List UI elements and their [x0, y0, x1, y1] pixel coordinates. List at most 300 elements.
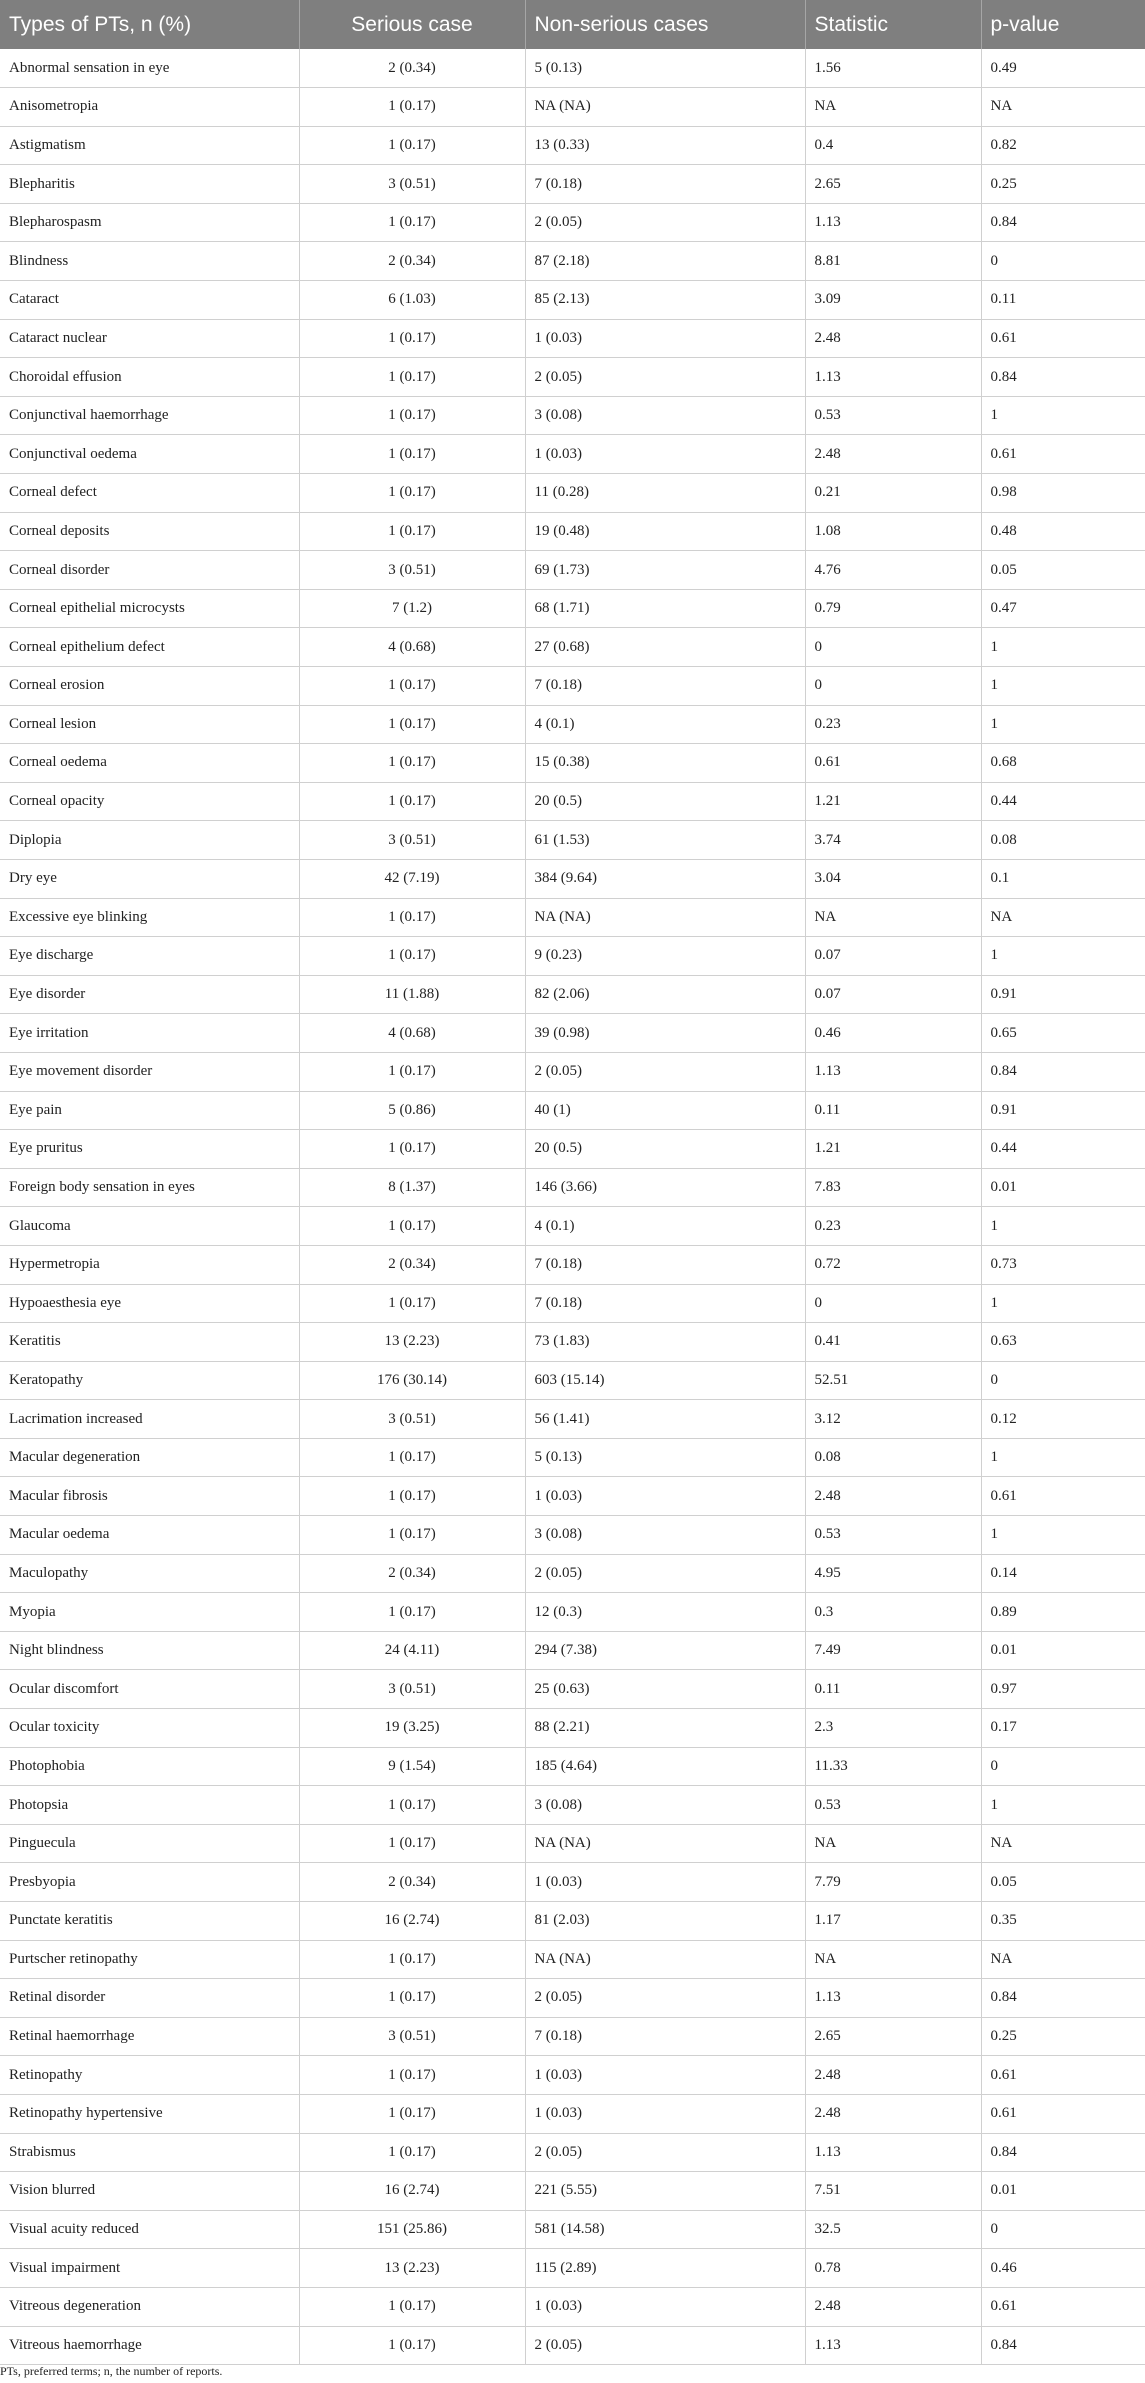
cell-p-value: 1	[981, 1284, 1145, 1323]
cell-statistic: 1.13	[805, 2326, 981, 2365]
cell-p-value: 0.63	[981, 1323, 1145, 1362]
table-footnote: PTs, preferred terms; n, the number of reports.	[0, 2364, 223, 2378]
cell-statistic: NA	[805, 88, 981, 127]
cell-statistic: 2.48	[805, 319, 981, 358]
cell-p-value: 0.01	[981, 1168, 1145, 1207]
cell-non-serious-cases: 581 (14.58)	[525, 2210, 805, 2249]
cell-pt-type: Blepharospasm	[0, 203, 299, 242]
cell-serious-case: 24 (4.11)	[299, 1631, 525, 1670]
cell-pt-type: Retinal haemorrhage	[0, 2017, 299, 2056]
cell-serious-case: 1 (0.17)	[299, 203, 525, 242]
cell-serious-case: 2 (0.34)	[299, 49, 525, 88]
cell-p-value: 0.46	[981, 2249, 1145, 2288]
cell-serious-case: 2 (0.34)	[299, 1554, 525, 1593]
table-row	[0, 782, 1145, 821]
cell-pt-type: Eye irritation	[0, 1014, 299, 1053]
cell-statistic: 2.48	[805, 435, 981, 474]
cell-p-value: 0.97	[981, 1670, 1145, 1709]
cell-p-value: 0.01	[981, 1631, 1145, 1670]
cell-serious-case: 16 (2.74)	[299, 1902, 525, 1941]
cell-p-value: 0	[981, 2210, 1145, 2249]
cell-pt-type: Excessive eye blinking	[0, 898, 299, 937]
table-row	[0, 1709, 1145, 1748]
cell-pt-type: Macular degeneration	[0, 1438, 299, 1477]
cell-serious-case: 1 (0.17)	[299, 1477, 525, 1516]
cell-pt-type: Corneal disorder	[0, 551, 299, 590]
cell-statistic: 3.12	[805, 1400, 981, 1439]
cell-serious-case: 1 (0.17)	[299, 2287, 525, 2326]
table-row	[0, 937, 1145, 976]
cell-statistic: NA	[805, 1824, 981, 1863]
cell-statistic: 2.48	[805, 2287, 981, 2326]
table-row	[0, 1323, 1145, 1362]
table-row	[0, 1902, 1145, 1941]
table-row	[0, 2017, 1145, 2056]
cell-serious-case: 3 (0.51)	[299, 551, 525, 590]
cell-serious-case: 151 (25.86)	[299, 2210, 525, 2249]
cell-statistic: 7.51	[805, 2172, 981, 2211]
cell-p-value: 0.44	[981, 1130, 1145, 1169]
cell-serious-case: 1 (0.17)	[299, 1516, 525, 1555]
cell-serious-case: 1 (0.17)	[299, 1786, 525, 1825]
cell-pt-type: Corneal lesion	[0, 705, 299, 744]
table-row	[0, 358, 1145, 397]
table-row	[0, 821, 1145, 860]
cell-non-serious-cases: 115 (2.89)	[525, 2249, 805, 2288]
table-row	[0, 165, 1145, 204]
table-row	[0, 1593, 1145, 1632]
cell-non-serious-cases: 61 (1.53)	[525, 821, 805, 860]
cell-p-value: 0.14	[981, 1554, 1145, 1593]
cell-pt-type: Abnormal sensation in eye	[0, 49, 299, 88]
table-row	[0, 1979, 1145, 2018]
cell-statistic: 1.21	[805, 1130, 981, 1169]
cell-pt-type: Retinal disorder	[0, 1979, 299, 2018]
cell-serious-case: 1 (0.17)	[299, 512, 525, 551]
cell-pt-type: Punctate keratitis	[0, 1902, 299, 1941]
cell-serious-case: 1 (0.17)	[299, 126, 525, 165]
cell-p-value: 0.84	[981, 1052, 1145, 1091]
table-row	[0, 975, 1145, 1014]
table-row	[0, 2172, 1145, 2211]
cell-p-value: 0.35	[981, 1902, 1145, 1941]
table-row	[0, 1245, 1145, 1284]
cell-serious-case: 1 (0.17)	[299, 1979, 525, 2018]
table-row	[0, 2133, 1145, 2172]
table-row	[0, 1516, 1145, 1555]
cell-p-value: 0.91	[981, 975, 1145, 1014]
cell-p-value: 0.05	[981, 551, 1145, 590]
table-row	[0, 589, 1145, 628]
cell-non-serious-cases: 81 (2.03)	[525, 1902, 805, 1941]
cell-pt-type: Astigmatism	[0, 126, 299, 165]
cell-pt-type: Myopia	[0, 1593, 299, 1632]
cell-p-value: 0.61	[981, 319, 1145, 358]
table-row	[0, 1014, 1145, 1053]
cell-serious-case: 3 (0.51)	[299, 1670, 525, 1709]
cell-pt-type: Retinopathy hypertensive	[0, 2094, 299, 2133]
cell-serious-case: 16 (2.74)	[299, 2172, 525, 2211]
table-row	[0, 474, 1145, 513]
cell-pt-type: Vitreous haemorrhage	[0, 2326, 299, 2365]
cell-non-serious-cases: NA (NA)	[525, 88, 805, 127]
cell-statistic: 0.72	[805, 1245, 981, 1284]
cell-pt-type: Corneal deposits	[0, 512, 299, 551]
cell-p-value: 0.84	[981, 2326, 1145, 2365]
cell-pt-type: Macular fibrosis	[0, 1477, 299, 1516]
cell-pt-type: Purtscher retinopathy	[0, 1940, 299, 1979]
cell-statistic: 1.13	[805, 1979, 981, 2018]
cell-non-serious-cases: 1 (0.03)	[525, 319, 805, 358]
cell-pt-type: Pinguecula	[0, 1824, 299, 1863]
table-row	[0, 2056, 1145, 2095]
cell-pt-type: Lacrimation increased	[0, 1400, 299, 1439]
cell-statistic: 1.56	[805, 49, 981, 88]
table-row	[0, 1361, 1145, 1400]
cell-serious-case: 3 (0.51)	[299, 1400, 525, 1439]
cell-pt-type: Strabismus	[0, 2133, 299, 2172]
cell-p-value: 1	[981, 667, 1145, 706]
cell-serious-case: 1 (0.17)	[299, 782, 525, 821]
cell-p-value: 0.61	[981, 2287, 1145, 2326]
cell-pt-type: Eye pruritus	[0, 1130, 299, 1169]
cell-non-serious-cases: 2 (0.05)	[525, 358, 805, 397]
cell-pt-type: Keratopathy	[0, 1361, 299, 1400]
cell-non-serious-cases: 5 (0.13)	[525, 1438, 805, 1477]
cell-statistic: 2.65	[805, 165, 981, 204]
table-row	[0, 2287, 1145, 2326]
header-non-serious-cases: Non-serious cases	[525, 0, 805, 49]
cell-serious-case: 7 (1.2)	[299, 589, 525, 628]
cell-statistic: 1.21	[805, 782, 981, 821]
cell-statistic: 0.21	[805, 474, 981, 513]
cell-pt-type: Photophobia	[0, 1747, 299, 1786]
cell-non-serious-cases: 88 (2.21)	[525, 1709, 805, 1748]
cell-non-serious-cases: 7 (0.18)	[525, 165, 805, 204]
cell-pt-type: Presbyopia	[0, 1863, 299, 1902]
cell-pt-type: Corneal epithelium defect	[0, 628, 299, 667]
cell-statistic: 1.13	[805, 1052, 981, 1091]
table-row	[0, 242, 1145, 281]
cell-non-serious-cases: NA (NA)	[525, 1824, 805, 1863]
table-row	[0, 1052, 1145, 1091]
cell-statistic: 1.17	[805, 1902, 981, 1941]
cell-p-value: 1	[981, 937, 1145, 976]
header-pt-type: Types of PTs, n (%)	[0, 0, 299, 49]
cell-statistic: 0.78	[805, 2249, 981, 2288]
table-row	[0, 396, 1145, 435]
cell-statistic: 3.09	[805, 281, 981, 320]
cell-statistic: 0.08	[805, 1438, 981, 1477]
cell-pt-type: Foreign body sensation in eyes	[0, 1168, 299, 1207]
cell-serious-case: 2 (0.34)	[299, 1863, 525, 1902]
cell-statistic: 0.11	[805, 1091, 981, 1130]
table-row	[0, 705, 1145, 744]
table-row	[0, 1130, 1145, 1169]
cell-statistic: NA	[805, 898, 981, 937]
table-row	[0, 1786, 1145, 1825]
cell-statistic: 52.51	[805, 1361, 981, 1400]
cell-statistic: 2.48	[805, 2094, 981, 2133]
cell-pt-type: Corneal opacity	[0, 782, 299, 821]
cell-statistic: 0.53	[805, 396, 981, 435]
cell-p-value: 0.47	[981, 589, 1145, 628]
cell-statistic: 0.53	[805, 1786, 981, 1825]
table-row	[0, 1863, 1145, 1902]
cell-p-value: 1	[981, 1786, 1145, 1825]
table-row	[0, 859, 1145, 898]
table-row	[0, 1631, 1145, 1670]
table-row	[0, 435, 1145, 474]
cell-statistic: 11.33	[805, 1747, 981, 1786]
cell-serious-case: 1 (0.17)	[299, 1940, 525, 1979]
cell-p-value: 1	[981, 1438, 1145, 1477]
cell-p-value: 0.11	[981, 281, 1145, 320]
cell-serious-case: 1 (0.17)	[299, 88, 525, 127]
cell-non-serious-cases: 73 (1.83)	[525, 1323, 805, 1362]
cell-non-serious-cases: 1 (0.03)	[525, 2094, 805, 2133]
cell-statistic: 0.79	[805, 589, 981, 628]
cell-p-value: 0.91	[981, 1091, 1145, 1130]
cell-serious-case: 1 (0.17)	[299, 1824, 525, 1863]
table-body	[0, 49, 1145, 2365]
cell-non-serious-cases: 7 (0.18)	[525, 2017, 805, 2056]
cell-p-value: 1	[981, 396, 1145, 435]
cell-statistic: 1.13	[805, 2133, 981, 2172]
cell-pt-type: Vision blurred	[0, 2172, 299, 2211]
cell-serious-case: 1 (0.17)	[299, 435, 525, 474]
table-header	[0, 0, 1145, 49]
cell-p-value: 0.12	[981, 1400, 1145, 1439]
cell-non-serious-cases: NA (NA)	[525, 1940, 805, 1979]
table-row	[0, 1207, 1145, 1246]
cell-non-serious-cases: 68 (1.71)	[525, 589, 805, 628]
table-row	[0, 744, 1145, 783]
cell-p-value: 0.25	[981, 2017, 1145, 2056]
cell-serious-case: 1 (0.17)	[299, 1130, 525, 1169]
cell-statistic: 2.48	[805, 2056, 981, 2095]
table-row	[0, 1670, 1145, 1709]
cell-pt-type: Blindness	[0, 242, 299, 281]
cell-statistic: 0	[805, 1284, 981, 1323]
cell-serious-case: 1 (0.17)	[299, 474, 525, 513]
cell-non-serious-cases: 7 (0.18)	[525, 667, 805, 706]
cell-p-value: 0.61	[981, 1477, 1145, 1516]
cell-pt-type: Ocular discomfort	[0, 1670, 299, 1709]
cell-non-serious-cases: 3 (0.08)	[525, 1786, 805, 1825]
cell-non-serious-cases: 2 (0.05)	[525, 1052, 805, 1091]
table-row	[0, 1438, 1145, 1477]
cell-non-serious-cases: 384 (9.64)	[525, 859, 805, 898]
table-row	[0, 512, 1145, 551]
cell-non-serious-cases: 4 (0.1)	[525, 1207, 805, 1246]
header-p-value: p-value	[981, 0, 1145, 49]
cell-non-serious-cases: 2 (0.05)	[525, 1554, 805, 1593]
cell-p-value: 0.98	[981, 474, 1145, 513]
cell-statistic: 3.74	[805, 821, 981, 860]
cell-pt-type: Hypermetropia	[0, 1245, 299, 1284]
table-row	[0, 2094, 1145, 2133]
cell-serious-case: 4 (0.68)	[299, 1014, 525, 1053]
cell-non-serious-cases: 185 (4.64)	[525, 1747, 805, 1786]
cell-non-serious-cases: 1 (0.03)	[525, 435, 805, 474]
cell-p-value: NA	[981, 1824, 1145, 1863]
cell-non-serious-cases: 12 (0.3)	[525, 1593, 805, 1632]
cell-statistic: 0	[805, 667, 981, 706]
cell-pt-type: Visual impairment	[0, 2249, 299, 2288]
cell-serious-case: 3 (0.51)	[299, 2017, 525, 2056]
cell-serious-case: 3 (0.51)	[299, 165, 525, 204]
cell-non-serious-cases: 2 (0.05)	[525, 2326, 805, 2365]
cell-serious-case: 1 (0.17)	[299, 1207, 525, 1246]
cell-p-value: 0.84	[981, 203, 1145, 242]
cell-non-serious-cases: 40 (1)	[525, 1091, 805, 1130]
cell-non-serious-cases: 7 (0.18)	[525, 1245, 805, 1284]
cell-pt-type: Macular oedema	[0, 1516, 299, 1555]
cell-statistic: 7.79	[805, 1863, 981, 1902]
cell-statistic: 2.3	[805, 1709, 981, 1748]
cell-non-serious-cases: 7 (0.18)	[525, 1284, 805, 1323]
cell-statistic: 0.61	[805, 744, 981, 783]
cell-serious-case: 4 (0.68)	[299, 628, 525, 667]
header-serious-case: Serious case	[299, 0, 525, 49]
cell-statistic: 0.4	[805, 126, 981, 165]
cell-p-value: NA	[981, 1940, 1145, 1979]
cell-p-value: 0.01	[981, 2172, 1145, 2211]
cell-p-value: 1	[981, 1516, 1145, 1555]
cell-non-serious-cases: 603 (15.14)	[525, 1361, 805, 1400]
table-row	[0, 1554, 1145, 1593]
cell-p-value: NA	[981, 88, 1145, 127]
cell-serious-case: 9 (1.54)	[299, 1747, 525, 1786]
cell-statistic: 2.48	[805, 1477, 981, 1516]
cell-statistic: 1.13	[805, 203, 981, 242]
cell-statistic: NA	[805, 1940, 981, 1979]
cell-statistic: 0.23	[805, 1207, 981, 1246]
cell-non-serious-cases: 27 (0.68)	[525, 628, 805, 667]
cell-p-value: 0	[981, 242, 1145, 281]
cell-non-serious-cases: 87 (2.18)	[525, 242, 805, 281]
cell-non-serious-cases: 9 (0.23)	[525, 937, 805, 976]
cell-pt-type: Visual acuity reduced	[0, 2210, 299, 2249]
cell-serious-case: 1 (0.17)	[299, 319, 525, 358]
cell-pt-type: Eye movement disorder	[0, 1052, 299, 1091]
cell-pt-type: Anisometropia	[0, 88, 299, 127]
cell-p-value: 0.05	[981, 1863, 1145, 1902]
cell-pt-type: Photopsia	[0, 1786, 299, 1825]
cell-serious-case: 1 (0.17)	[299, 1438, 525, 1477]
cell-p-value: 0.49	[981, 49, 1145, 88]
cell-pt-type: Ocular toxicity	[0, 1709, 299, 1748]
cell-pt-type: Cataract nuclear	[0, 319, 299, 358]
cell-statistic: 7.83	[805, 1168, 981, 1207]
cell-p-value: 0.84	[981, 1979, 1145, 2018]
cell-p-value: 0.08	[981, 821, 1145, 860]
cell-serious-case: 11 (1.88)	[299, 975, 525, 1014]
cell-serious-case: 13 (2.23)	[299, 2249, 525, 2288]
cell-p-value: 0.61	[981, 2094, 1145, 2133]
table-row	[0, 1940, 1145, 1979]
table-row	[0, 1400, 1145, 1439]
cell-p-value: 0	[981, 1361, 1145, 1400]
cell-pt-type: Cataract	[0, 281, 299, 320]
cell-p-value: 1	[981, 705, 1145, 744]
cell-statistic: 8.81	[805, 242, 981, 281]
table-row	[0, 1477, 1145, 1516]
cell-serious-case: 1 (0.17)	[299, 2094, 525, 2133]
cell-serious-case: 176 (30.14)	[299, 1361, 525, 1400]
cell-serious-case: 1 (0.17)	[299, 1284, 525, 1323]
cell-non-serious-cases: 69 (1.73)	[525, 551, 805, 590]
cell-non-serious-cases: 1 (0.03)	[525, 1477, 805, 1516]
cell-pt-type: Eye pain	[0, 1091, 299, 1130]
cell-statistic: 4.76	[805, 551, 981, 590]
cell-non-serious-cases: 25 (0.63)	[525, 1670, 805, 1709]
table-row	[0, 49, 1145, 88]
cell-statistic: 0	[805, 628, 981, 667]
table-row	[0, 281, 1145, 320]
cell-p-value: 0.44	[981, 782, 1145, 821]
table-row	[0, 551, 1145, 590]
cell-non-serious-cases: 294 (7.38)	[525, 1631, 805, 1670]
cell-p-value: 0.84	[981, 2133, 1145, 2172]
cell-serious-case: 1 (0.17)	[299, 2326, 525, 2365]
table-row	[0, 667, 1145, 706]
cell-pt-type: Dry eye	[0, 859, 299, 898]
cell-non-serious-cases: 221 (5.55)	[525, 2172, 805, 2211]
cell-serious-case: 1 (0.17)	[299, 667, 525, 706]
cell-p-value: 0.89	[981, 1593, 1145, 1632]
cell-non-serious-cases: 85 (2.13)	[525, 281, 805, 320]
header-statistic: Statistic	[805, 0, 981, 49]
cell-serious-case: 19 (3.25)	[299, 1709, 525, 1748]
cell-non-serious-cases: NA (NA)	[525, 898, 805, 937]
table-row	[0, 1747, 1145, 1786]
cell-non-serious-cases: 2 (0.05)	[525, 1979, 805, 2018]
cell-p-value: 0.48	[981, 512, 1145, 551]
cell-non-serious-cases: 1 (0.03)	[525, 2287, 805, 2326]
cell-statistic: 0.3	[805, 1593, 981, 1632]
cell-pt-type: Choroidal effusion	[0, 358, 299, 397]
cell-serious-case: 1 (0.17)	[299, 744, 525, 783]
cell-non-serious-cases: 3 (0.08)	[525, 1516, 805, 1555]
cell-pt-type: Retinopathy	[0, 2056, 299, 2095]
cell-statistic: 0.23	[805, 705, 981, 744]
cell-p-value: 0.65	[981, 1014, 1145, 1053]
table-row	[0, 88, 1145, 127]
table-row	[0, 126, 1145, 165]
header-row	[0, 0, 1145, 49]
cell-serious-case: 13 (2.23)	[299, 1323, 525, 1362]
cell-serious-case: 5 (0.86)	[299, 1091, 525, 1130]
cell-statistic: 4.95	[805, 1554, 981, 1593]
cell-p-value: 0.73	[981, 1245, 1145, 1284]
cell-serious-case: 1 (0.17)	[299, 898, 525, 937]
cell-pt-type: Vitreous degeneration	[0, 2287, 299, 2326]
table-row	[0, 2326, 1145, 2365]
table-row	[0, 628, 1145, 667]
cell-pt-type: Glaucoma	[0, 1207, 299, 1246]
cell-non-serious-cases: 39 (0.98)	[525, 1014, 805, 1053]
cell-p-value: NA	[981, 898, 1145, 937]
cell-serious-case: 3 (0.51)	[299, 821, 525, 860]
cell-non-serious-cases: 3 (0.08)	[525, 396, 805, 435]
cell-statistic: 7.49	[805, 1631, 981, 1670]
cell-pt-type: Keratitis	[0, 1323, 299, 1362]
cell-non-serious-cases: 20 (0.5)	[525, 782, 805, 821]
cell-p-value: 0	[981, 1747, 1145, 1786]
cell-pt-type: Conjunctival haemorrhage	[0, 396, 299, 435]
